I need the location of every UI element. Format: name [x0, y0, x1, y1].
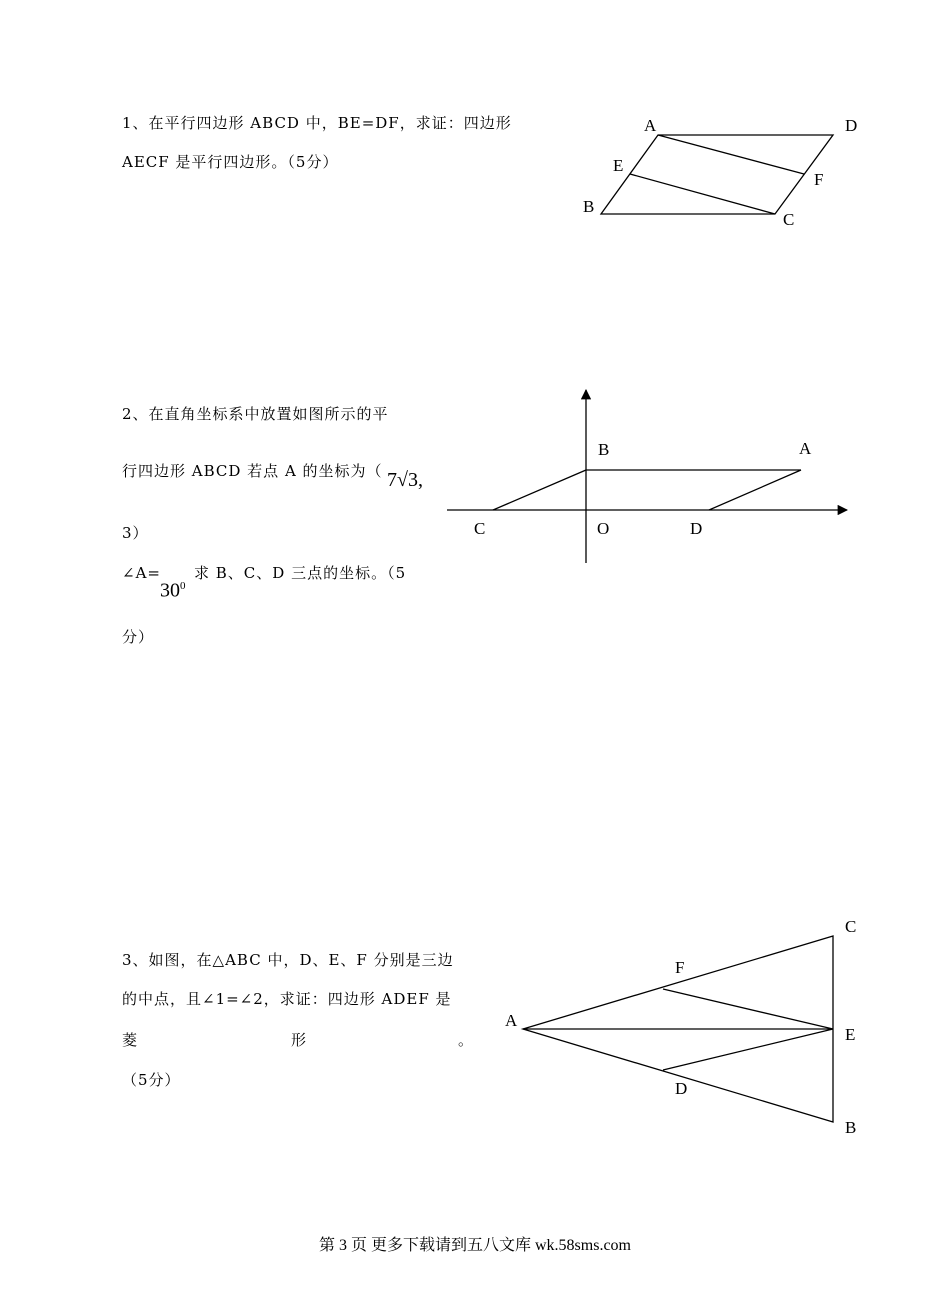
figure-2-label-o: O	[597, 519, 610, 538]
problem-3-line-3b: 形	[291, 1031, 308, 1049]
problem-3-line-3a: 菱	[122, 1031, 139, 1049]
figure-1-outline	[601, 135, 833, 214]
problem-2-angle-prefix: ∠A=	[122, 564, 161, 582]
figure-1-label-d: D	[845, 116, 858, 135]
problem-3-line-2: 的中点，且∠1=∠2，求证：四边形 ADEF 是	[122, 990, 452, 1008]
figure-1-segment-ec	[630, 174, 775, 214]
figure-2-side-ad	[709, 470, 801, 510]
figure-2-label-d: D	[690, 519, 703, 538]
figure-2-label-a: A	[799, 439, 812, 458]
figure-3-label-a: A	[505, 1011, 518, 1030]
figure-3-label-f: F	[675, 958, 685, 977]
figure-3-segment-de	[663, 1029, 833, 1070]
figure-1-parallelogram	[601, 135, 833, 214]
problem-2-coordinate-math: 7√3,	[387, 469, 423, 491]
page-footer: 第 3 页 更多下载请到五八文库 wk.58sms.com	[318, 1237, 631, 1254]
figure-1-label-a: A	[644, 116, 657, 135]
figure-1-label-b: B	[583, 197, 595, 216]
problem-2-line-5: 分）	[122, 628, 155, 646]
figure-1-label-c: C	[783, 210, 795, 229]
figure-1-label-e: E	[613, 156, 624, 175]
figure-3-label-c: C	[845, 917, 857, 936]
problem-2-angle-number: 30	[160, 579, 180, 602]
problem-2-coordinate-prefix: 行四边形 ABCD 若点 A 的坐标为（	[122, 462, 383, 480]
figure-1-label-f: F	[814, 170, 824, 189]
figure-2-side-cb	[493, 470, 586, 510]
problem-3-line-3c: 。	[458, 1031, 475, 1049]
figure-2-label-c: C	[474, 519, 486, 538]
figure-2-label-b: B	[598, 440, 610, 459]
figure-3-segment-fe	[663, 989, 833, 1029]
figure-2-coordinate-plane	[447, 390, 847, 563]
problem-2-angle-suffix: 求 B、C、D 三点的坐标。（5	[194, 564, 407, 582]
problem-1-line-2: AECF 是平行四边形。（5分）	[122, 153, 339, 171]
problem-1-line-1: 1、在平行四边形 ABCD 中，BE=DF，求证：四边形	[122, 114, 512, 132]
problem-3-line-4: （5分）	[122, 1071, 181, 1089]
problem-2-line-3: 3）	[122, 524, 149, 542]
figure-3-label-b: B	[845, 1118, 857, 1137]
problem-2-angle-degree: 0	[180, 580, 186, 592]
figure-1-segment-af	[658, 135, 804, 174]
problem-2-line-1: 2、在直角坐标系中放置如图所示的平	[122, 405, 389, 423]
figure-3-label-e: E	[845, 1025, 856, 1044]
figure-3-label-d: D	[675, 1079, 688, 1098]
problem-3-line-1: 3、如图，在△ABC 中，D、E、F 分别是三边	[122, 951, 454, 969]
